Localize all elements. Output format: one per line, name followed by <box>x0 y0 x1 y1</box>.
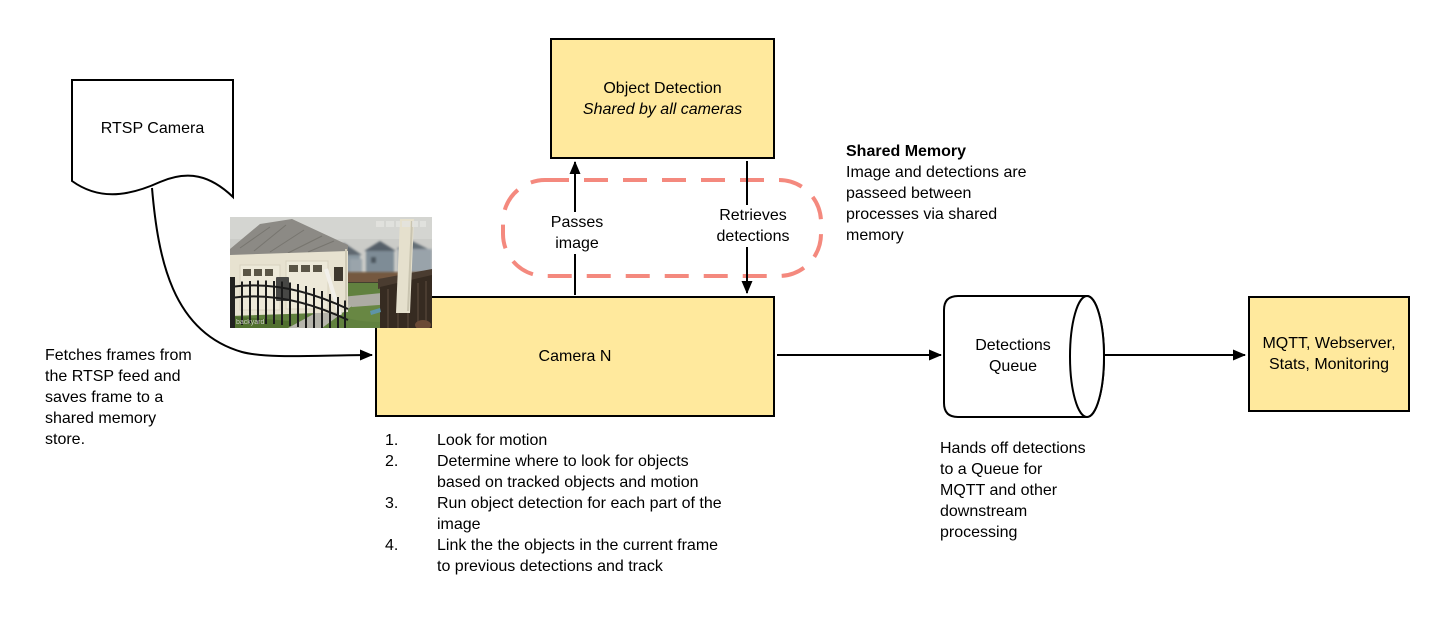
retrieves-detections-label: Retrieves detections <box>701 205 805 247</box>
object-detection-title: Object Detection <box>603 79 722 97</box>
detections-queue-label: Detections Queue <box>975 337 1051 375</box>
snapshot-watermark: backyard <box>236 319 265 326</box>
mqtt-label: MQTT, Webserver, Stats, Monitoring <box>1262 335 1396 373</box>
step-item <box>385 535 807 577</box>
rtsp-camera-label: RTSP Camera <box>100 120 205 137</box>
camera-steps-list <box>385 430 807 577</box>
step-text: Determine where to look for objects based on tracked objects and motion <box>437 453 699 491</box>
step-item <box>385 430 807 451</box>
step-item <box>385 493 807 535</box>
step-number: 1. <box>385 432 399 449</box>
shared-memory-note <box>846 141 1076 246</box>
object-detection-subtitle: Shared by all cameras <box>582 100 743 118</box>
camera-snapshot-image <box>230 217 432 328</box>
handoff-note: Hands off detections to a Queue for MQTT and other downstream processing <box>940 440 1086 541</box>
fetch-frames-note: Fetches frames from the RTSP feed and saves frame to a shared memory store. <box>45 347 192 448</box>
step-text: Run object detection for each part of the image <box>437 495 722 533</box>
shared-memory-body: Image and detections are passeed between processes via shared memory <box>846 164 1027 244</box>
camera-n-label: Camera N <box>538 348 612 365</box>
step-number: 2. <box>385 453 399 470</box>
step-number: 3. <box>385 495 399 512</box>
shared-memory-title: Shared Memory <box>846 143 967 160</box>
step-text: Look for motion <box>437 432 548 449</box>
step-number: 4. <box>385 537 399 554</box>
passes-image-label: Passes image <box>540 212 614 254</box>
step-item <box>385 451 807 493</box>
step-text: Link the the objects in the current frame to previous detections and track <box>437 537 719 575</box>
